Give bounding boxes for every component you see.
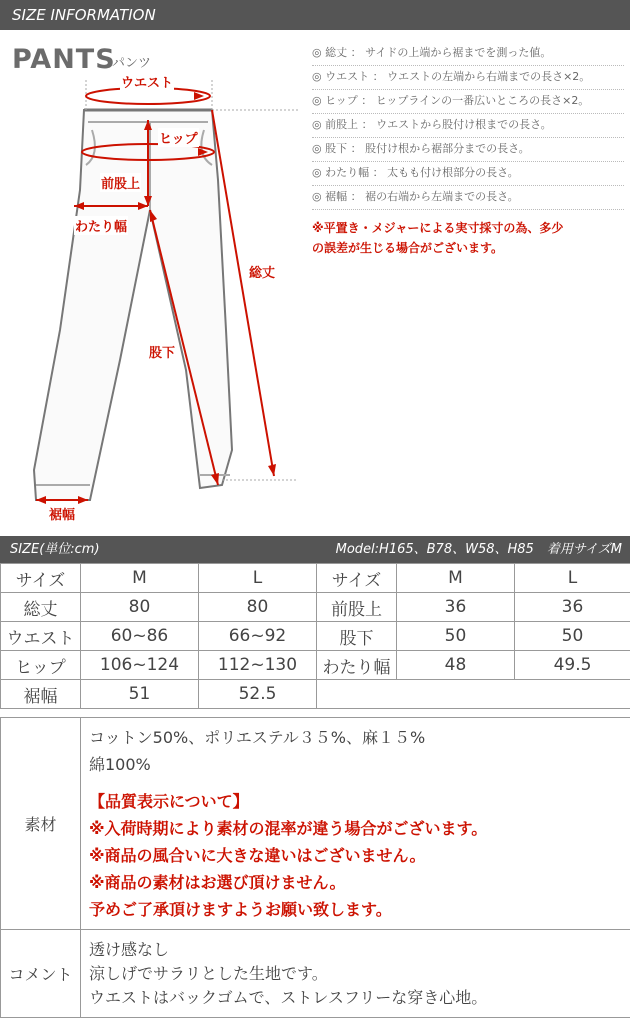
material-label: 素材 xyxy=(1,718,81,930)
table-cell: L xyxy=(199,564,317,593)
material-row xyxy=(1,718,630,930)
label-waist: ウエスト xyxy=(120,72,174,91)
quality-line: ※商品の素材はお選び頂けません。 xyxy=(89,873,346,892)
size-bar xyxy=(0,536,630,563)
table-cell: 総丈 xyxy=(1,593,81,622)
legend-item: ◎ 総丈 ： サイドの上端から裾までを測った値。 xyxy=(312,42,624,66)
table-cell: M xyxy=(81,564,199,593)
table-cell: わたり幅 xyxy=(317,651,397,680)
table-cell: 50 xyxy=(515,622,630,651)
table-cell: サイズ xyxy=(317,564,397,593)
table-cell: サイズ xyxy=(1,564,81,593)
table-cell: 36 xyxy=(515,593,630,622)
label-thigh: わたり幅 xyxy=(74,216,128,235)
material-value xyxy=(81,718,630,930)
table-cell: ヒップ xyxy=(1,651,81,680)
legend-item: ◎ ヒップ ： ヒップラインの一番広いところの長さ×2。 xyxy=(312,90,624,114)
table-cell: 裾幅 xyxy=(1,680,81,709)
pants-title: PANTS xyxy=(12,44,116,75)
info-table xyxy=(0,717,630,1018)
legend-item: ◎ 裾幅 ： 裾の右端から左端までの長さ。 xyxy=(312,186,624,210)
table-cell: M xyxy=(397,564,515,593)
table-cell: 80 xyxy=(199,593,317,622)
label-hem: 裾幅 xyxy=(48,504,76,523)
quality-line: ※商品の風合いに大きな違いはございません。 xyxy=(89,846,426,865)
legend-item: ◎ わたり幅 ： 太もも付け根部分の長さ。 xyxy=(312,162,624,186)
quality-line: 予めご了承頂けますようお願い致します。 xyxy=(89,900,392,919)
legend-item: ◎ ウエスト ： ウエストの左端から右端までの長さ×2。 xyxy=(312,66,624,90)
table-row xyxy=(1,651,630,680)
label-total-length: 総丈 xyxy=(248,262,276,281)
table-cell: ウエスト xyxy=(1,622,81,651)
size-unit-label: SIZE(単位:cm) xyxy=(10,542,100,557)
size-information-header: SIZE INFORMATION xyxy=(0,0,630,30)
comment-line: 透け感なし xyxy=(89,939,170,959)
table-cell: L xyxy=(515,564,630,593)
comment-value xyxy=(81,930,630,1018)
quality-line: ※入荷時期により素材の混率が違う場合がございます。 xyxy=(89,819,488,838)
table-cell-empty xyxy=(317,680,630,709)
note-line: の誤差が生じる場合がございます。 xyxy=(312,241,504,255)
table-cell: 50 xyxy=(397,622,515,651)
label-inseam: 股下 xyxy=(148,342,176,361)
note-line: ※平置き・メジャーによる実寸採寸の為、多少 xyxy=(312,221,564,235)
model-info: Model:H165、B78、W58、H85 着用サイズM xyxy=(335,542,622,557)
table-cell: 36 xyxy=(397,593,515,622)
table-row xyxy=(1,622,630,651)
table-cell: 前股上 xyxy=(317,593,397,622)
legend-item: ◎ 股下 ： 股付け根から裾部分までの長さ。 xyxy=(312,138,624,162)
comment-row xyxy=(1,930,630,1018)
table-row xyxy=(1,593,630,622)
table-cell: 112~130 xyxy=(199,651,317,680)
pants-subtitle: パンツ xyxy=(112,56,152,71)
comment-line: 涼しげでサラリとした生地です。 xyxy=(89,963,328,983)
pants-diagram-panel xyxy=(0,30,630,526)
label-hip: ヒップ xyxy=(158,128,199,147)
table-cell: 80 xyxy=(81,593,199,622)
measurement-legend xyxy=(312,42,624,258)
table-cell: 股下 xyxy=(317,622,397,651)
label-front-rise: 前股上 xyxy=(100,173,141,192)
quality-title: 【品質表示について】 xyxy=(89,792,249,811)
table-cell: 49.5 xyxy=(515,651,630,680)
table-cell: 52.5 xyxy=(199,680,317,709)
measurement-note xyxy=(312,218,624,258)
table-cell: 106~124 xyxy=(81,651,199,680)
comment-line: ウエストはバックゴムで、ストレスフリーな穿き心地。 xyxy=(89,987,488,1007)
table-row xyxy=(1,564,630,593)
table-cell: 60~86 xyxy=(81,622,199,651)
legend-item: ◎ 前股上 ： ウエストから股付け根までの長さ。 xyxy=(312,114,624,138)
table-row xyxy=(1,680,630,709)
table-cell: 51 xyxy=(81,680,199,709)
table-cell: 66~92 xyxy=(199,622,317,651)
material-line: 綿100% xyxy=(89,755,151,774)
size-table xyxy=(0,563,630,709)
comment-label: コメント xyxy=(1,930,81,1018)
table-cell: 48 xyxy=(397,651,515,680)
material-line: コットン50%、ポリエステル３５%、麻１５% xyxy=(89,728,426,747)
